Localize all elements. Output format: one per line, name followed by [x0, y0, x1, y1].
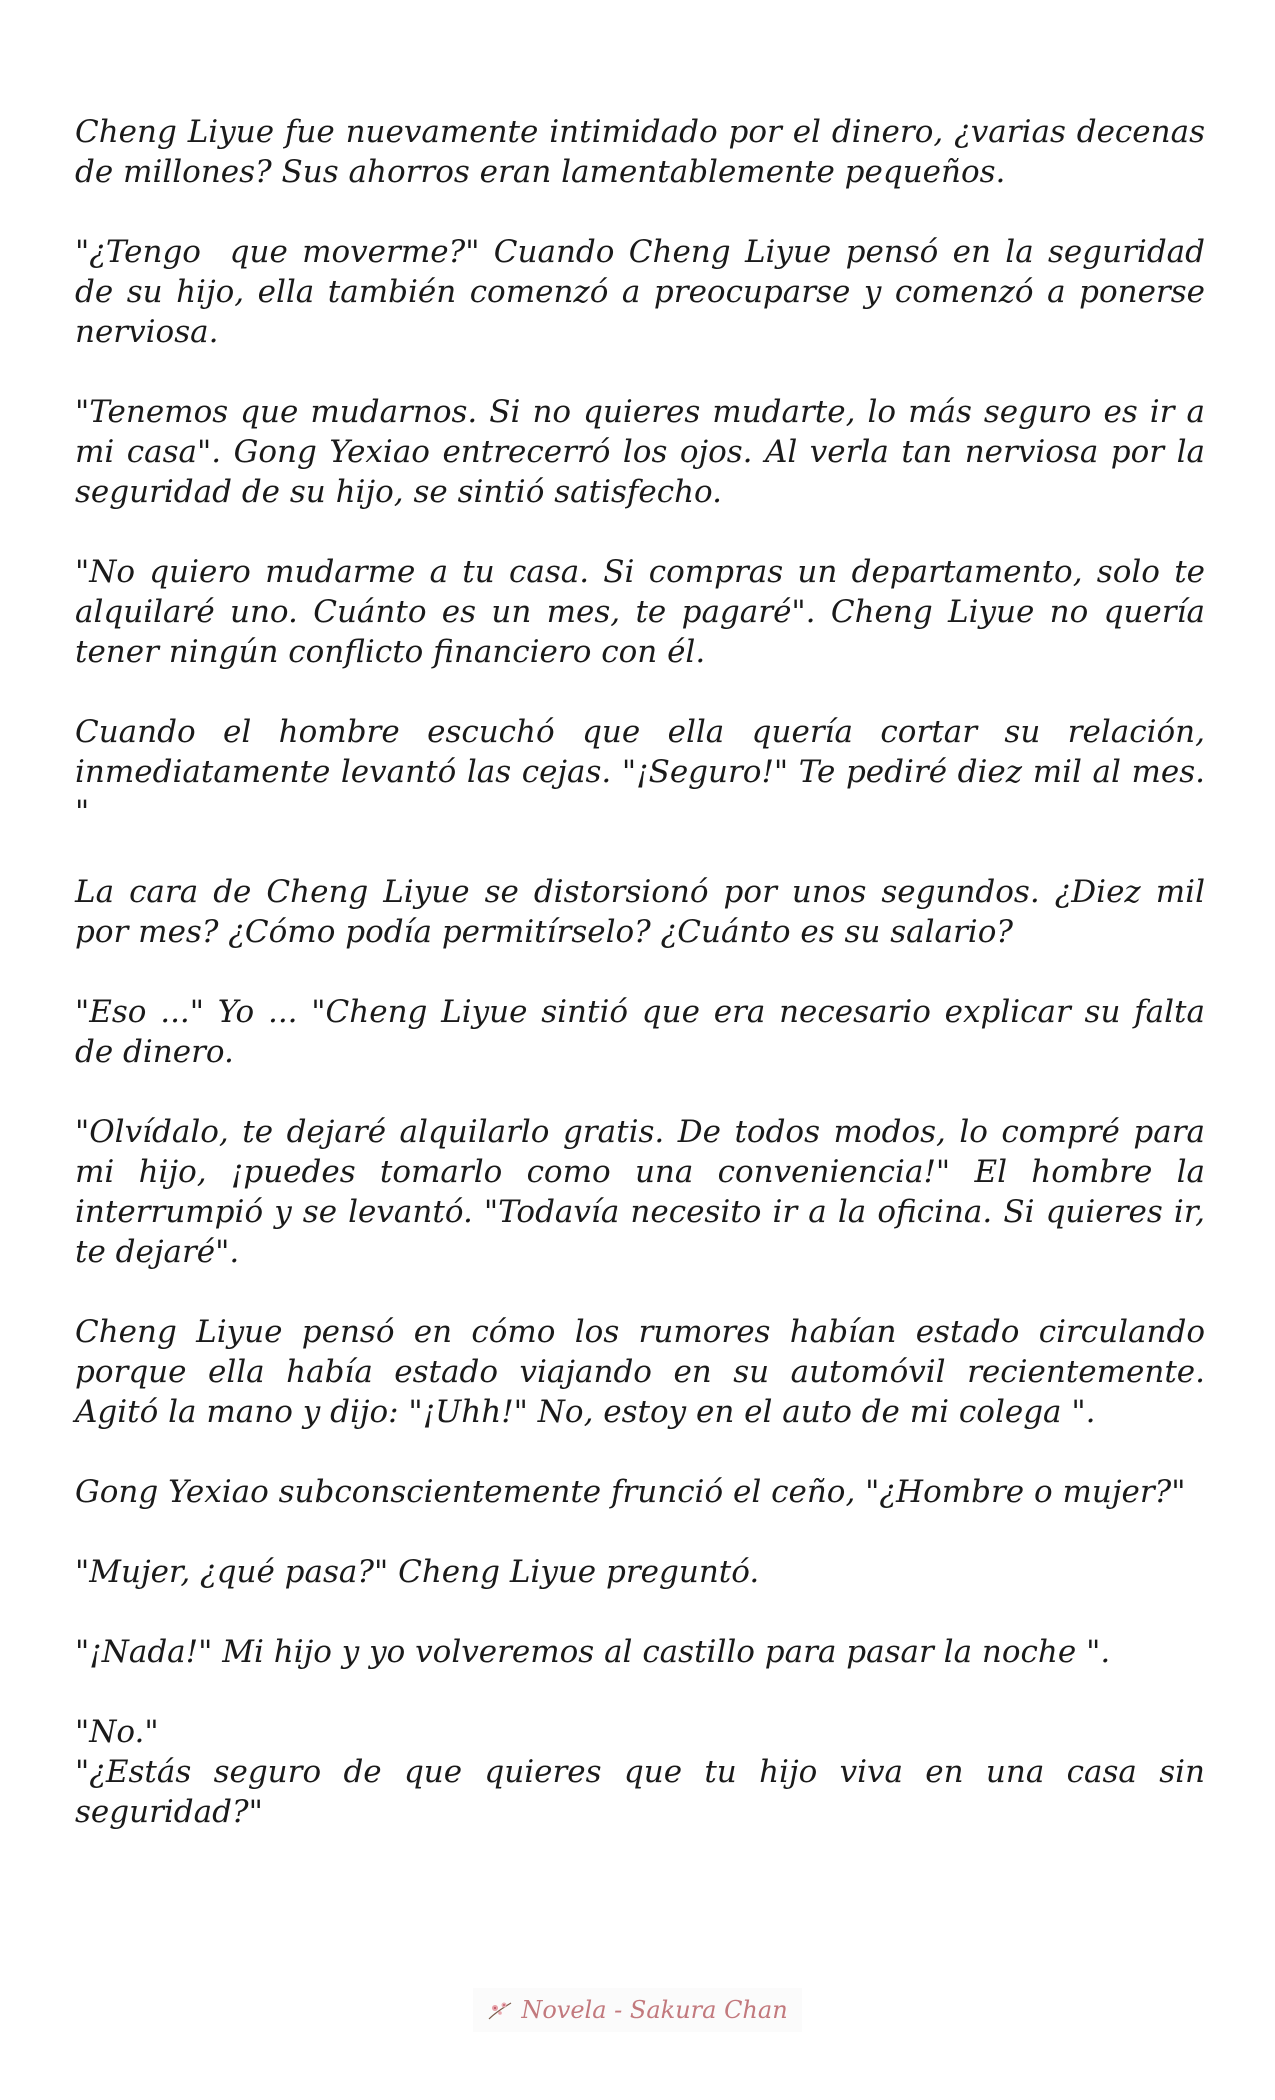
paragraph-2: "¿Tengo que moverme?" Cuando Cheng Liyue pensó en la seguridad de su hijo, ella también comenzó a preocuparse y comenzó a ponerse nerviosa. — [75, 234, 1215, 350]
paragraph-14: "¿Estás seguro de que quieres que tu hijo viva en una casa sin seguridad?" — [75, 1754, 1215, 1830]
paragraph-10: Gong Yexiao subconscientemente frunció el ceño, "¿Hombre o mujer?" — [75, 1474, 1186, 1510]
paragraph-11: "Mujer, ¿qué pasa?" Cheng Liyue preguntó. — [75, 1554, 760, 1590]
paragraph-1: Cheng Liyue fue nuevamente intimidado por el dinero, ¿varias decenas de millones? Sus ahorros eran lamentablemente pequeños. — [75, 114, 1215, 190]
footer-badge — [473, 1988, 801, 2032]
footer-text: Novela - Sakura Chan — [521, 1996, 788, 2024]
document-body — [75, 112, 1215, 1872]
paragraph-4: "No quiero mudarme a tu casa. Si compras un departamento, solo te alquilaré uno. Cuánto es un mes, te pagaré". Cheng Liyue no quería tener ningún conflicto financiero con él. — [75, 554, 1215, 670]
paragraph-5: Cuando el hombre escuchó que ella quería cortar su relación, inmediatamente levantó las cejas. "¡Seguro!" Te pediré diez mil al mes. " — [75, 714, 1215, 830]
paragraph-9: Cheng Liyue pensó en cómo los rumores habían estado circulando porque ella había estado viajando en su automóvil recientemente. Agitó la mano y dijo: "¡Uhh!" No, estoy en el auto de mi colega ". — [75, 1314, 1215, 1430]
paragraph-3: "Tenemos que mudarnos. Si no quieres mudarte, lo más seguro es ir a mi casa". Gong Yexiao entrecerró los ojos. Al verla tan nerviosa por la seguridad de su hijo, se sintió satisfecho. — [75, 394, 1215, 510]
paragraph-7: "Eso ..." Yo ... "Cheng Liyue sintió que era necesario explicar su falta de dinero. — [75, 994, 1215, 1070]
sakura-flower-icon — [487, 1999, 513, 2021]
paragraph-6: La cara de Cheng Liyue se distorsionó por unos segundos. ¿Diez mil por mes? ¿Cómo podía permitírselo? ¿Cuánto es su salario? — [75, 874, 1215, 950]
footer-watermark — [0, 1988, 1275, 2032]
paragraph-8: "Olvídalo, te dejaré alquilarlo gratis. De todos modos, lo compré para mi hijo, ¡puedes tomarlo como una conveniencia!" El hombre la interrumpió y se levantó. "Todavía necesito ir a la oficina. Si quieres ir, te dejaré". — [75, 1114, 1215, 1270]
paragraph-13: "No." — [75, 1714, 159, 1750]
paragraph-12: "¡Nada!" Mi hijo y yo volveremos al castillo para pasar la noche ". — [75, 1634, 1111, 1670]
